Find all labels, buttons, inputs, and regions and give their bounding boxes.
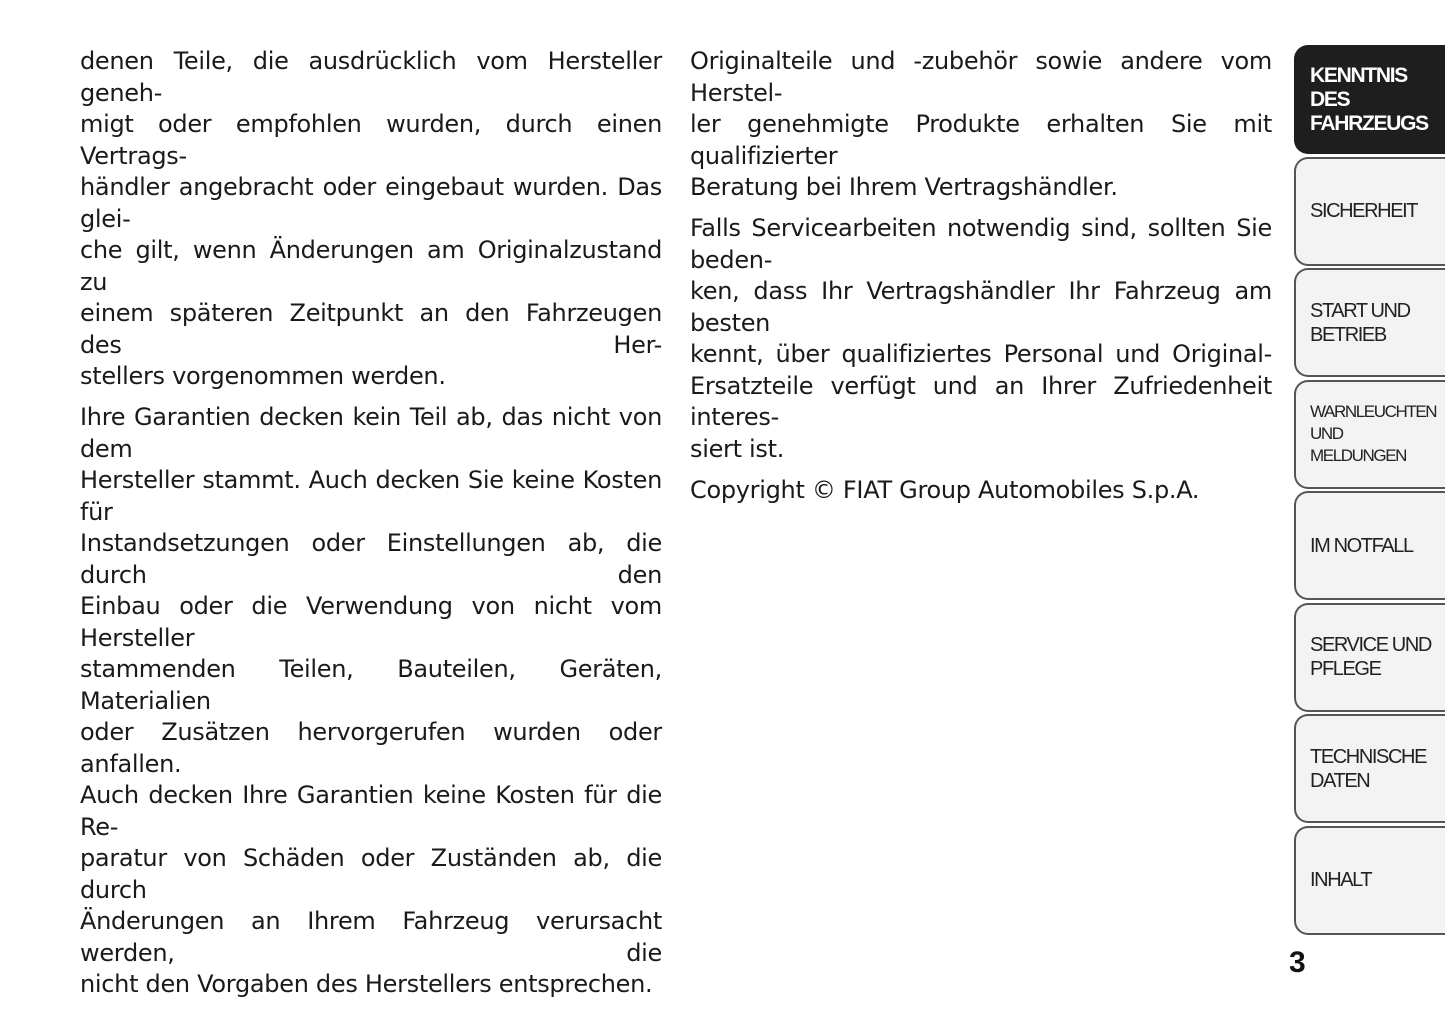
tab-technische-daten[interactable]: TECHNISCHE DATEN xyxy=(1294,714,1445,823)
text-line: händler angebracht oder eingebaut wurden. Das glei- xyxy=(80,173,662,233)
text-line: Ihre Garantien decken kein Teil ab, das nicht von dem xyxy=(80,403,662,463)
text-line: ler genehmigte Produkte erhalten Sie mit qualifizierter xyxy=(690,110,1272,170)
copyright-line xyxy=(690,475,1272,507)
text-line: siert ist. xyxy=(690,434,785,463)
tab-warnleuchten-und-meldungen[interactable]: WARNLEUCHTEN UND MELDUNGEN xyxy=(1294,380,1445,489)
text-line: denen Teile, die ausdrücklich vom Hersteller geneh- xyxy=(80,47,662,107)
text-line: einem späteren Zeitpunkt an den Fahrzeugen des Her- xyxy=(80,299,662,359)
text-line: kennt, über qualifiziertes Personal und Original- xyxy=(690,340,1272,368)
text-line: nicht den Vorgaben des Herstellers entsprechen. xyxy=(80,970,653,998)
text-line: Instandsetzungen oder Einstellungen ab, die durch den xyxy=(80,529,662,589)
text-line: Änderungen an Ihrem Fahrzeug verursacht werden, die xyxy=(80,907,662,967)
paragraph xyxy=(80,46,662,393)
text-line: stellers vorgenommen werden. xyxy=(80,362,446,390)
tab-sicherheit[interactable]: SICHERHEIT xyxy=(1294,157,1445,266)
text-line: paratur von Schäden oder Zuständen ab, die durch xyxy=(80,844,662,904)
paragraph xyxy=(80,402,662,1001)
left-text-column xyxy=(80,46,662,1010)
text-line: Falls Servicearbeiten notwendig sind, sollten Sie beden- xyxy=(690,214,1272,274)
right-text-column xyxy=(690,46,1272,516)
tab-inhalt[interactable]: INHALT xyxy=(1294,826,1445,935)
text-line: che gilt, wenn Änderungen am Originalzustand zu xyxy=(80,236,662,296)
paragraph xyxy=(690,46,1272,204)
text-line: ken, dass Ihr Vertragshändler Ihr Fahrzeug am besten xyxy=(690,277,1272,337)
text-line: Hersteller stammt. Auch decken Sie keine Kosten für xyxy=(80,466,662,526)
text-line: Originalteile und -zubehör sowie andere vom Herstel- xyxy=(690,47,1272,107)
text-line: stammenden Teilen, Bauteilen, Geräten, Materialien xyxy=(80,655,662,715)
text-line: Einbau oder die Verwendung von nicht vom Hersteller xyxy=(80,592,662,652)
chapter-tabs xyxy=(1294,45,1445,937)
tab-kenntnis-des-fahrzeugs[interactable]: KENNTNIS DES FAHRZEUGS xyxy=(1294,45,1445,154)
tab-im-notfall[interactable]: IM NOTFALL xyxy=(1294,491,1445,600)
text-line: migt oder empfohlen wurden, durch einen Vertrags- xyxy=(80,110,662,170)
text-line: oder Zusätzen hervorgerufen wurden oder anfallen. xyxy=(80,718,662,778)
text-line: Copyright © FIAT Group Automobiles S.p.A. xyxy=(690,475,1200,504)
tab-service-und-pflege[interactable]: SERVICE UND PFLEGE xyxy=(1294,603,1445,712)
page-number: 3 xyxy=(1289,946,1306,979)
text-line: Ersatzteile verfügt und an Ihrer Zufriedenheit interes- xyxy=(690,371,1272,431)
text-line: Auch decken Ihre Garantien keine Kosten für die Re- xyxy=(80,781,662,841)
paragraph xyxy=(690,213,1272,465)
text-line: Beratung bei Ihrem Vertragshändler. xyxy=(690,173,1118,201)
tab-start-und-betrieb[interactable]: START UND BETRIEB xyxy=(1294,268,1445,377)
